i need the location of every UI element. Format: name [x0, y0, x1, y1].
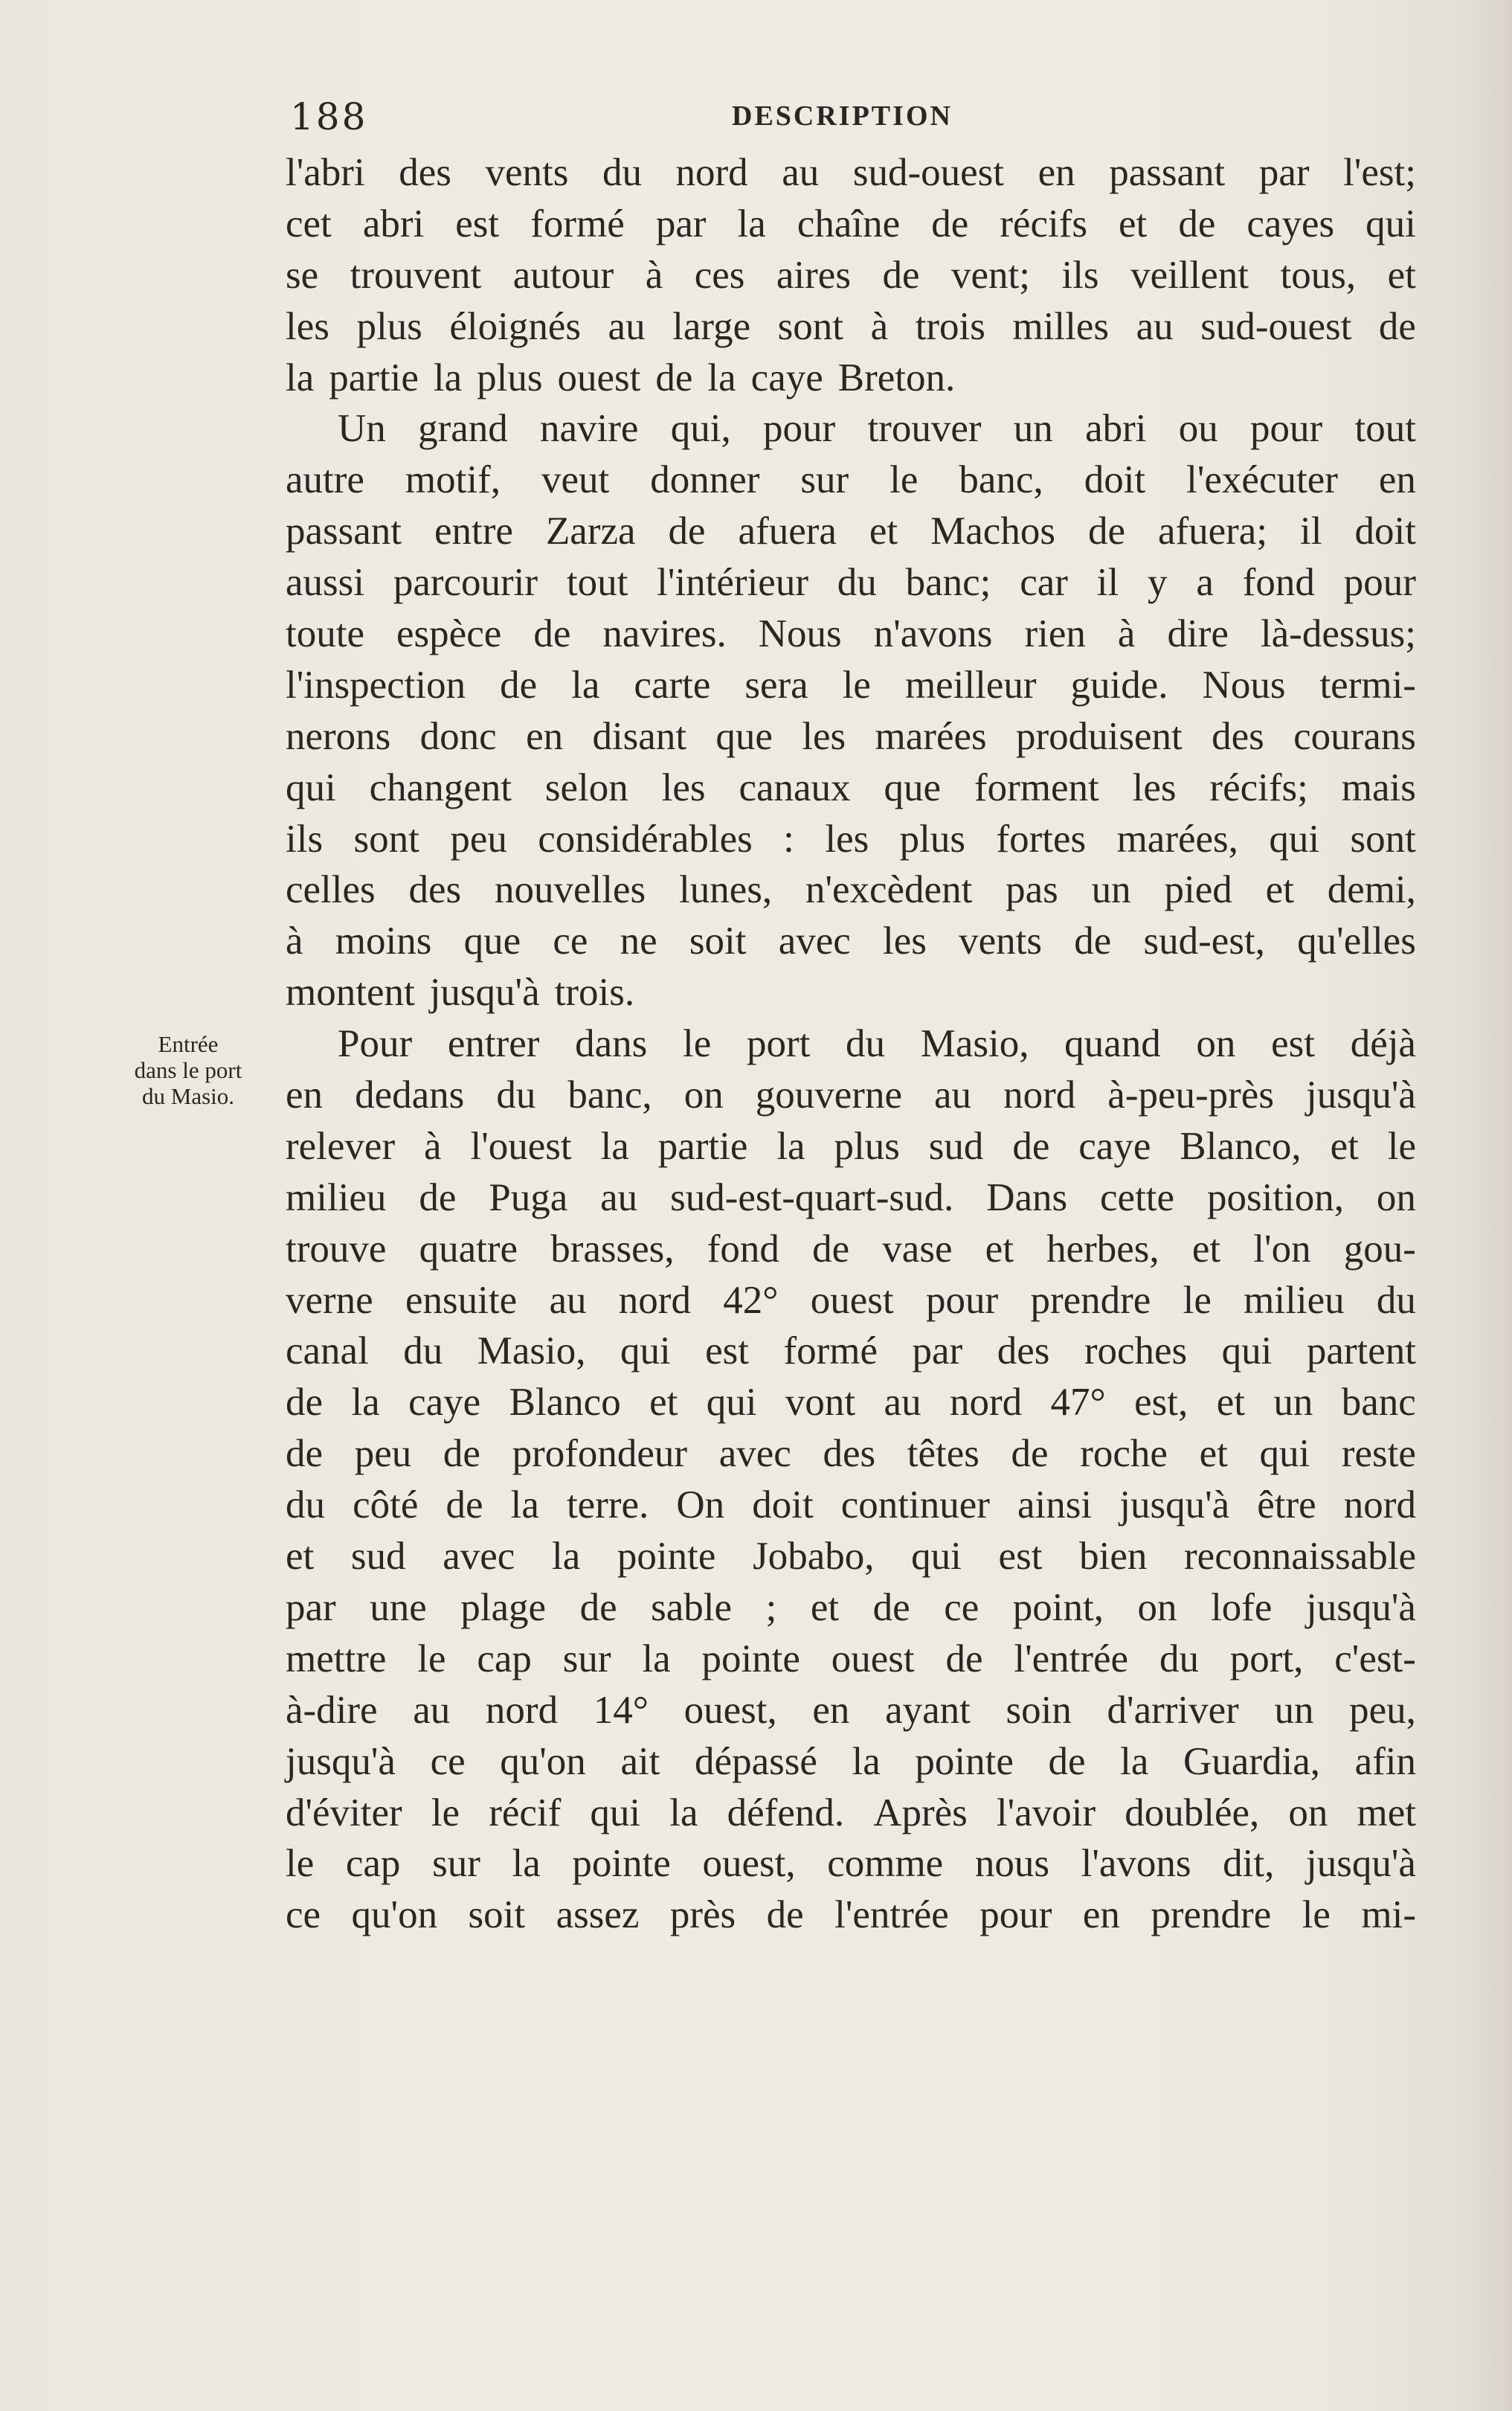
text-line: à-dire au nord 14° ouest, en ayant soin d'arriver un peu,	[286, 1688, 1416, 1732]
text-line: jusqu'à ce qu'on ait dépassé la pointe de la Guardia, afin	[286, 1739, 1416, 1783]
text-line: l'abri des vents du nord au sud-ouest en passant par l'est;	[286, 151, 1416, 194]
page-number: 188	[290, 95, 368, 138]
text-line: passant entre Zarza de afuera et Machos de afuera; il doit	[286, 510, 1416, 553]
text-line: d'éviter le récif qui la défend. Après l'avoir doublée, on met	[286, 1791, 1416, 1834]
text-line: les plus éloignés au large sont à trois milles au sud-ouest de	[286, 304, 1416, 348]
text-line: celles des nouvelles lunes, n'excèdent pas un pied et demi,	[286, 868, 1416, 912]
text-line: le cap sur la pointe ouest, comme nous l'avons dit, jusqu'à	[286, 1842, 1416, 1886]
text-line: à moins que ce ne soit avec les vents de sud-est, qu'elles	[286, 919, 1416, 963]
text-line: ils sont peu considérables : les plus fortes marées, qui sont	[286, 817, 1416, 861]
text-line: l'inspection de la carte sera le meilleur guide. Nous termi-	[286, 663, 1416, 707]
text-line: se trouvent autour à ces aires de vent; ils veillent tous, et	[286, 253, 1416, 297]
text-line: du côté de la terre. On doit continuer ainsi jusqu'à être nord	[286, 1483, 1416, 1527]
body-text	[286, 147, 1416, 1941]
text-line: milieu de Puga au sud-est-quart-sud. Dans cette position, on	[286, 1175, 1416, 1219]
text-line: de la caye Blanco et qui vont au nord 47° est, et un banc	[286, 1381, 1416, 1425]
text-line: toute espèce de navires. Nous n'avons rien à dire là-dessus;	[286, 612, 1416, 656]
text-line: qui changent selon les canaux que forment les récifs; mais	[286, 765, 1416, 809]
margin-note	[110, 1031, 266, 1109]
margin-note-line: Entrée	[158, 1031, 219, 1057]
text-line: de peu de profondeur avec des têtes de roche et qui reste	[286, 1432, 1416, 1476]
margin-note-line: du Masio.	[142, 1083, 234, 1109]
text-line: canal du Masio, qui est formé par des roches qui partent	[286, 1329, 1416, 1373]
page-header	[286, 95, 1416, 155]
text-line: par une plage de sable ; et de ce point, on lofe jusqu'à	[286, 1585, 1416, 1629]
text-line: relever à l'ouest la partie la plus sud de caye Blanco, et le	[286, 1124, 1416, 1168]
margin-note-line: dans le port	[134, 1057, 242, 1083]
text-line: la partie la plus ouest de la caye Breton.	[286, 356, 956, 399]
text-line: ce qu'on soit assez près de l'entrée pour en prendre le mi-	[286, 1893, 1416, 1937]
text-line: mettre le cap sur la pointe ouest de l'entrée du port, c'est-	[286, 1637, 1416, 1680]
text-line: autre motif, veut donner sur le banc, doit l'exécuter en	[286, 458, 1416, 502]
text-line: aussi parcourir tout l'intérieur du banc; car il y a fond pour	[286, 561, 1416, 605]
text-line: en dedans du banc, on gouverne au nord à-peu-près jusqu'à	[286, 1073, 1416, 1117]
text-line: nerons donc en disant que les marées produisent des courans	[286, 714, 1416, 758]
text-line: trouve quatre brasses, fond de vase et herbes, et l'on gou-	[286, 1227, 1416, 1271]
running-title: DESCRIPTION	[732, 100, 953, 132]
text-line: Un grand navire qui, pour trouver un abri ou pour tout	[338, 407, 1416, 451]
text-line: et sud avec la pointe Jobabo, qui est bien reconnaissable	[286, 1535, 1416, 1579]
text-line: montent jusqu'à trois.	[286, 971, 635, 1015]
text-line: verne ensuite au nord 42° ouest pour prendre le milieu du	[286, 1278, 1416, 1322]
text-line: Pour entrer dans le port du Masio, quand on est déjà	[338, 1022, 1416, 1066]
text-line: cet abri est formé par la chaîne de récifs et de cayes qui	[286, 202, 1416, 245]
